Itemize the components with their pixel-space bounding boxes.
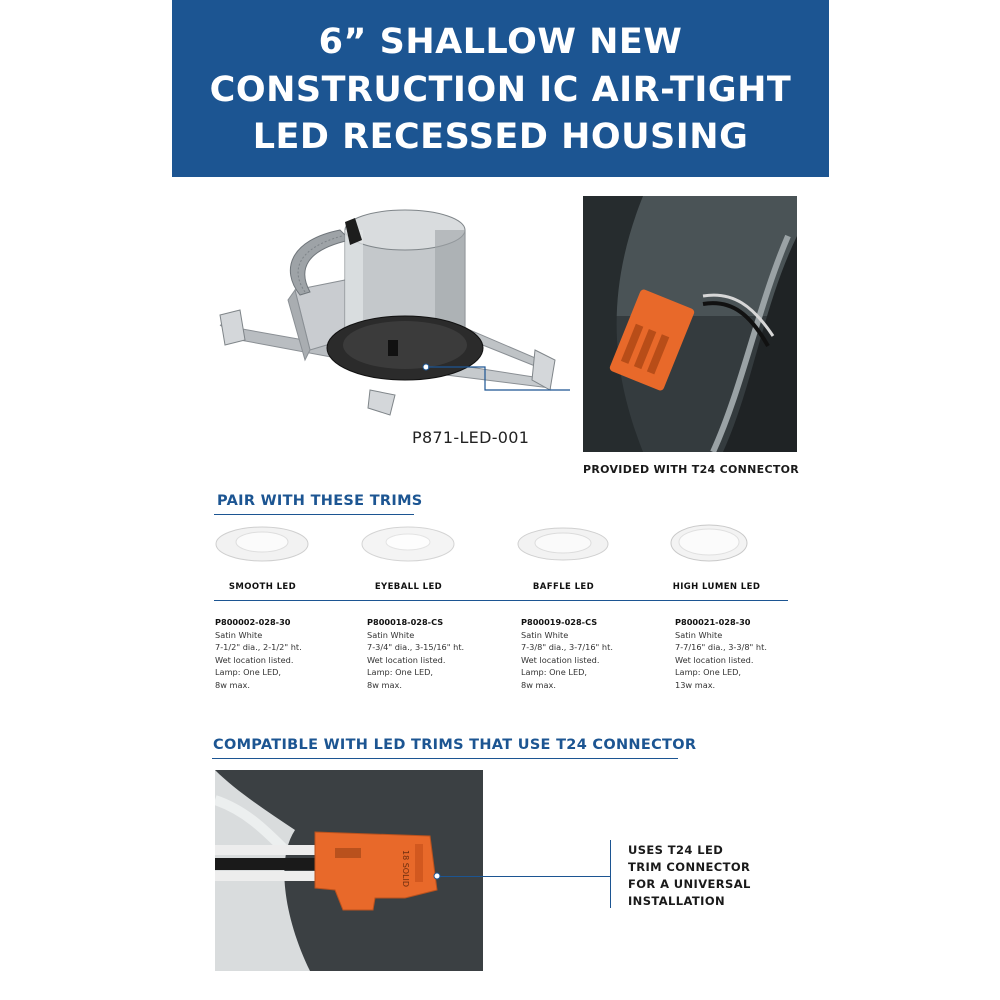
recessed-housing-image [210,200,570,420]
trim-name: EYEBALL LED [374,582,443,592]
baffle-trim-image [486,522,641,570]
callout-line-3: FOR A UNIVERSAL [628,877,751,891]
connector-print: 18 SOLID [401,850,410,888]
trims-heading: PAIR WITH THESE TRIMS [217,493,423,509]
model-number: P871-LED-001 [412,428,530,447]
wattage: 8w max. [367,679,402,690]
wattage: 8w max. [215,679,250,690]
part-number: P800019-028-CS [521,617,598,627]
finish: Satin White [367,629,415,640]
trim-name: SMOOTH LED [228,582,297,592]
location-rating: Wet location listed. [367,654,446,665]
connector-caption: PROVIDED WITH T24 CONNECTOR [583,463,800,476]
dimensions: 7-3/4" dia., 3-15/16" ht. [367,642,465,653]
finish: Satin White [675,629,723,640]
callout-line-1: USES T24 LED [628,843,724,857]
lamp-spec: Lamp: One LED, [367,667,434,678]
title-line-2: CONSTRUCTION IC AIR-TIGHT [209,70,792,110]
location-rating: Wet location listed. [215,654,294,665]
trim-name: BAFFLE LED [532,582,595,592]
location-rating: Wet location listed. [521,654,600,665]
smooth-trim-image [185,522,340,570]
wattage: 13w max. [675,679,716,690]
title-line-1: 6” SHALLOW NEW [318,22,683,62]
part-number: P800021-028-30 [675,617,751,627]
lamp-spec: Lamp: One LED, [215,667,282,678]
wattage: 8w max. [521,679,556,690]
dimensions: 7-3/8" dia., 3-7/16" ht. [521,642,613,653]
callout-leader-line [440,876,610,877]
t24-connector-closeup-photo [215,770,483,971]
part-number: P800002-028-30 [215,617,291,627]
location-rating: Wet location listed. [675,654,754,665]
compat-heading: COMPATIBLE WITH LED TRIMS THAT USE T24 CONNECTOR [213,737,697,753]
callout-text [628,842,751,910]
title-line-3: LED RECESSED HOUSING [252,117,749,157]
finish: Satin White [215,629,263,640]
eyeball-trim-image [331,522,486,570]
callout-line-4: INSTALLATION [628,894,726,908]
trims-heading-rule [214,514,414,515]
callout-bracket-line [610,840,611,908]
finish: Satin White [521,629,569,640]
lamp-spec: Lamp: One LED, [521,667,588,678]
high-lumen-trim-image [639,522,794,570]
title-banner [172,0,829,177]
dimensions: 7-7/16" dia., 3-3/8" ht. [675,642,767,653]
trim-name: HIGH LUMEN LED [672,582,761,592]
t24-connector-photo [583,196,797,452]
lamp-spec: Lamp: One LED, [675,667,742,678]
callout-line-2: TRIM CONNECTOR [628,860,751,874]
compat-heading-rule [212,758,678,759]
part-number: P800018-028-CS [367,617,444,627]
trims-divider [214,600,788,601]
dimensions: 7-1/2" dia., 2-1/2" ht. [215,642,302,653]
